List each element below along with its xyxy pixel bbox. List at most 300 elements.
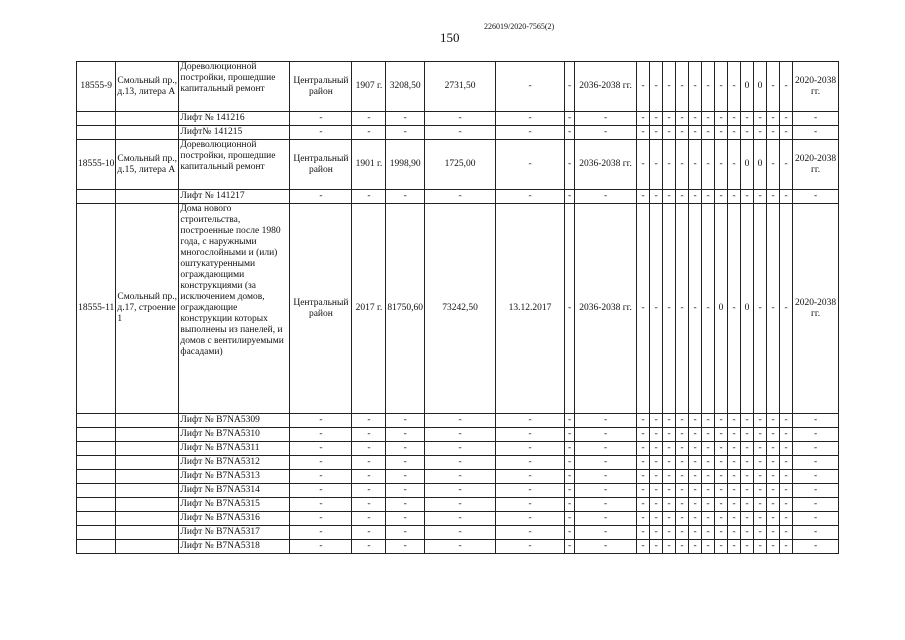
lift-cell: - <box>780 540 793 554</box>
lift-empty-cell <box>77 442 116 456</box>
lift-cell: - <box>663 112 676 126</box>
work-cell: - <box>702 62 715 112</box>
building-id: 18555-10 <box>77 140 116 190</box>
lift-empty-cell <box>116 470 179 484</box>
lift-cell: - <box>767 512 780 526</box>
lift-cell: - <box>650 112 663 126</box>
lift-cell: - <box>575 526 637 540</box>
lift-cell: - <box>352 428 386 442</box>
lift-cell: - <box>793 414 839 428</box>
work-cell: - <box>767 140 780 190</box>
lift-cell: - <box>425 526 496 540</box>
lift-label: Лифт № B7NA5309 <box>179 414 290 428</box>
work-cell: - <box>676 62 689 112</box>
lift-cell: - <box>741 498 754 512</box>
lift-cell: - <box>676 126 689 140</box>
building-district: Центральный район <box>290 62 352 112</box>
lift-empty-cell <box>116 112 179 126</box>
lift-cell: - <box>728 512 741 526</box>
work-cell: - <box>663 140 676 190</box>
work-cell: - <box>767 62 780 112</box>
lift-cell: - <box>676 456 689 470</box>
lift-cell: - <box>352 112 386 126</box>
work-cell: - <box>702 204 715 414</box>
lift-cell: - <box>650 126 663 140</box>
lift-cell: - <box>637 484 650 498</box>
lift-cell: - <box>565 512 575 526</box>
lift-cell: - <box>793 456 839 470</box>
lift-cell: - <box>575 442 637 456</box>
lift-cell: - <box>352 512 386 526</box>
lift-cell: - <box>663 126 676 140</box>
lift-label: Лифт № B7NA5318 <box>179 540 290 554</box>
lift-cell: - <box>386 126 425 140</box>
lift-cell: - <box>637 456 650 470</box>
lift-cell: - <box>290 512 352 526</box>
lift-cell: - <box>689 428 702 442</box>
lift-cell: - <box>754 512 767 526</box>
lift-cell: - <box>496 512 565 526</box>
lift-cell: - <box>728 126 741 140</box>
lift-cell: - <box>496 526 565 540</box>
building-end-period: 2020-2038 гг. <box>793 204 839 414</box>
building-district: Центральный район <box>290 140 352 190</box>
lift-row <box>77 442 839 456</box>
lift-label: Лифт № B7NA5314 <box>179 484 290 498</box>
lift-cell: - <box>767 498 780 512</box>
lift-cell: - <box>676 540 689 554</box>
building-col9: - <box>565 140 575 190</box>
lift-empty-cell <box>77 456 116 470</box>
lift-cell: - <box>496 484 565 498</box>
building-date: - <box>496 140 565 190</box>
lift-cell: - <box>702 414 715 428</box>
lift-cell: - <box>715 112 728 126</box>
lift-cell: - <box>715 428 728 442</box>
lift-cell: - <box>290 414 352 428</box>
lift-cell: - <box>754 498 767 512</box>
lift-cell: - <box>496 498 565 512</box>
lift-cell: - <box>728 190 741 204</box>
building-year: 1901 г. <box>352 140 386 190</box>
lift-cell: - <box>425 428 496 442</box>
lift-cell: - <box>702 190 715 204</box>
lift-cell: - <box>386 190 425 204</box>
lift-cell: - <box>728 498 741 512</box>
lift-row <box>77 498 839 512</box>
lift-cell: - <box>780 526 793 540</box>
lift-cell: - <box>290 484 352 498</box>
lift-label: Лифт № B7NA5311 <box>179 442 290 456</box>
lift-cell: - <box>352 470 386 484</box>
lift-row <box>77 540 839 554</box>
lift-cell: - <box>767 112 780 126</box>
lift-row <box>77 526 839 540</box>
lift-cell: - <box>565 456 575 470</box>
lift-cell: - <box>780 190 793 204</box>
work-cell: 0 <box>715 204 728 414</box>
lift-empty-cell <box>116 442 179 456</box>
lift-cell: - <box>650 540 663 554</box>
lift-cell: - <box>663 512 676 526</box>
building-type: Дома нового строительства, построенные после 1980 года, с наружными многослойными и (или) оштукатуренными ограждающими конструкциями (за исключением домов, ограждающие конструкции которых выполнены из панелей, и домов с вентилируемыми фасадами) <box>179 204 290 414</box>
lift-cell: - <box>754 470 767 484</box>
lift-cell: - <box>689 540 702 554</box>
lift-cell: - <box>496 428 565 442</box>
lift-cell: - <box>767 428 780 442</box>
lift-cell: - <box>290 190 352 204</box>
lift-empty-cell <box>77 512 116 526</box>
lift-cell: - <box>565 190 575 204</box>
work-cell: - <box>676 140 689 190</box>
building-period: 2036-2038 гг. <box>575 204 637 414</box>
lift-cell: - <box>637 190 650 204</box>
lift-cell: - <box>793 470 839 484</box>
lift-cell: - <box>386 484 425 498</box>
lift-cell: - <box>728 526 741 540</box>
lift-cell: - <box>676 470 689 484</box>
work-cell: - <box>689 204 702 414</box>
lift-cell: - <box>702 512 715 526</box>
lift-cell: - <box>386 498 425 512</box>
work-cell: - <box>650 140 663 190</box>
lift-cell: - <box>290 540 352 554</box>
lift-cell: - <box>767 442 780 456</box>
lift-cell: - <box>702 526 715 540</box>
lift-cell: - <box>496 456 565 470</box>
lift-cell: - <box>780 456 793 470</box>
lift-cell: - <box>565 498 575 512</box>
lift-cell: - <box>496 540 565 554</box>
lift-cell: - <box>425 112 496 126</box>
work-cell: - <box>754 204 767 414</box>
building-period: 2036-2038 гг. <box>575 140 637 190</box>
lift-cell: - <box>352 456 386 470</box>
lift-cell: - <box>793 484 839 498</box>
building-district: Центральный район <box>290 204 352 414</box>
lift-row <box>77 190 839 204</box>
work-cell: - <box>715 62 728 112</box>
lift-row <box>77 112 839 126</box>
lift-cell: - <box>386 526 425 540</box>
lift-cell: - <box>663 540 676 554</box>
lift-cell: - <box>565 470 575 484</box>
lift-cell: - <box>575 470 637 484</box>
lift-cell: - <box>741 512 754 526</box>
work-cell: - <box>702 140 715 190</box>
lift-cell: - <box>565 414 575 428</box>
lift-cell: - <box>767 526 780 540</box>
lift-cell: - <box>689 126 702 140</box>
work-cell: - <box>663 204 676 414</box>
lift-cell: - <box>575 456 637 470</box>
lift-cell: - <box>715 414 728 428</box>
lift-cell: - <box>663 190 676 204</box>
lift-empty-cell <box>116 540 179 554</box>
lift-cell: - <box>386 428 425 442</box>
lift-empty-cell <box>116 190 179 204</box>
lift-cell: - <box>689 498 702 512</box>
lift-cell: - <box>741 428 754 442</box>
lift-cell: - <box>352 526 386 540</box>
building-period: 2036-2038 гг. <box>575 62 637 112</box>
lift-cell: - <box>290 442 352 456</box>
lift-cell: - <box>386 414 425 428</box>
lift-cell: - <box>650 456 663 470</box>
lift-cell: - <box>650 190 663 204</box>
lift-cell: - <box>386 512 425 526</box>
lift-cell: - <box>425 484 496 498</box>
lift-cell: - <box>575 540 637 554</box>
lift-cell: - <box>496 414 565 428</box>
registry-table <box>76 61 839 554</box>
lift-cell: - <box>575 512 637 526</box>
lift-cell: - <box>565 112 575 126</box>
lift-cell: - <box>780 470 793 484</box>
lift-cell: - <box>650 442 663 456</box>
lift-empty-cell <box>116 484 179 498</box>
lift-row <box>77 512 839 526</box>
lift-cell: - <box>741 484 754 498</box>
lift-cell: - <box>425 512 496 526</box>
work-cell: - <box>650 62 663 112</box>
lift-cell: - <box>650 428 663 442</box>
lift-cell: - <box>741 442 754 456</box>
lift-cell: - <box>715 190 728 204</box>
work-cell: - <box>637 62 650 112</box>
work-cell: - <box>728 204 741 414</box>
work-cell: - <box>689 62 702 112</box>
lift-cell: - <box>496 470 565 484</box>
lift-cell: - <box>650 484 663 498</box>
lift-cell: - <box>728 428 741 442</box>
lift-cell: - <box>575 414 637 428</box>
lift-cell: - <box>386 112 425 126</box>
lift-cell: - <box>565 442 575 456</box>
lift-empty-cell <box>116 498 179 512</box>
lift-cell: - <box>754 484 767 498</box>
lift-cell: - <box>352 498 386 512</box>
lift-cell: - <box>650 470 663 484</box>
work-cell: - <box>780 62 793 112</box>
building-end-period: 2020-2038 гг. <box>793 140 839 190</box>
lift-cell: - <box>780 484 793 498</box>
lift-cell: - <box>676 190 689 204</box>
lift-cell: - <box>780 428 793 442</box>
lift-cell: - <box>689 190 702 204</box>
lift-cell: - <box>425 470 496 484</box>
lift-cell: - <box>689 526 702 540</box>
lift-empty-cell <box>116 526 179 540</box>
lift-cell: - <box>780 414 793 428</box>
work-cell: 0 <box>741 62 754 112</box>
lift-cell: - <box>728 456 741 470</box>
lift-cell: - <box>386 470 425 484</box>
lift-cell: - <box>741 126 754 140</box>
building-row <box>77 204 839 414</box>
work-cell: - <box>689 140 702 190</box>
lift-cell: - <box>650 414 663 428</box>
lift-cell: - <box>352 540 386 554</box>
lift-cell: - <box>637 540 650 554</box>
building-end-period: 2020-2038 гг. <box>793 62 839 112</box>
lift-cell: - <box>689 484 702 498</box>
lift-cell: - <box>290 498 352 512</box>
lift-label: Лифт № B7NA5316 <box>179 512 290 526</box>
lift-cell: - <box>575 498 637 512</box>
work-cell: 0 <box>754 62 767 112</box>
lift-empty-cell <box>77 126 116 140</box>
lift-cell: - <box>793 512 839 526</box>
lift-cell: - <box>741 456 754 470</box>
lift-empty-cell <box>77 470 116 484</box>
lift-cell: - <box>702 498 715 512</box>
lift-cell: - <box>676 414 689 428</box>
lift-row <box>77 428 839 442</box>
lift-empty-cell <box>77 190 116 204</box>
lift-cell: - <box>741 540 754 554</box>
building-address: Смольный пр., д.13, литера А <box>116 62 179 112</box>
work-cell: 0 <box>741 140 754 190</box>
lift-cell: - <box>702 112 715 126</box>
building-row <box>77 140 839 190</box>
lift-cell: - <box>290 126 352 140</box>
lift-cell: - <box>637 470 650 484</box>
lift-cell: - <box>741 414 754 428</box>
lift-empty-cell <box>116 428 179 442</box>
lift-cell: - <box>386 540 425 554</box>
building-date: - <box>496 62 565 112</box>
lift-cell: - <box>425 456 496 470</box>
lift-cell: - <box>793 190 839 204</box>
work-cell: - <box>637 140 650 190</box>
lift-cell: - <box>637 512 650 526</box>
lift-row <box>77 126 839 140</box>
lift-cell: - <box>565 126 575 140</box>
lift-cell: - <box>793 112 839 126</box>
lift-label: Лифт № 141216 <box>179 112 290 126</box>
lift-cell: - <box>565 526 575 540</box>
lift-cell: - <box>386 456 425 470</box>
lift-cell: - <box>425 540 496 554</box>
lift-cell: - <box>702 456 715 470</box>
building-address: Смольный пр., д.15, литера А <box>116 140 179 190</box>
lift-cell: - <box>496 112 565 126</box>
lift-cell: - <box>425 190 496 204</box>
lift-cell: - <box>715 470 728 484</box>
lift-row <box>77 470 839 484</box>
building-id: 18555-9 <box>77 62 116 112</box>
building-area-total: 1998,90 <box>386 140 425 190</box>
work-cell: - <box>767 204 780 414</box>
building-area-living: 73242,50 <box>425 204 496 414</box>
lift-cell: - <box>637 112 650 126</box>
lift-cell: - <box>650 512 663 526</box>
lift-cell: - <box>728 112 741 126</box>
lift-cell: - <box>754 190 767 204</box>
lift-cell: - <box>290 470 352 484</box>
building-date: 13.12.2017 <box>496 204 565 414</box>
lift-cell: - <box>780 442 793 456</box>
lift-cell: - <box>702 470 715 484</box>
lift-cell: - <box>793 442 839 456</box>
lift-cell: - <box>754 428 767 442</box>
lift-cell: - <box>715 456 728 470</box>
work-cell: - <box>728 140 741 190</box>
lift-cell: - <box>780 112 793 126</box>
lift-cell: - <box>702 442 715 456</box>
lift-cell: - <box>637 526 650 540</box>
lift-cell: - <box>689 456 702 470</box>
lift-cell: - <box>702 484 715 498</box>
work-cell: 0 <box>741 204 754 414</box>
lift-cell: - <box>663 526 676 540</box>
lift-cell: - <box>689 414 702 428</box>
work-cell: 0 <box>754 140 767 190</box>
lift-cell: - <box>676 484 689 498</box>
lift-label: Лифт № B7NA5310 <box>179 428 290 442</box>
lift-cell: - <box>637 414 650 428</box>
lift-cell: - <box>352 442 386 456</box>
lift-cell: - <box>663 484 676 498</box>
lift-cell: - <box>702 126 715 140</box>
work-cell: - <box>676 204 689 414</box>
lift-empty-cell <box>116 126 179 140</box>
lift-cell: - <box>650 498 663 512</box>
building-type: Дореволюционной постройки, прошедшие капитальный ремонт <box>179 62 290 112</box>
lift-cell: - <box>425 498 496 512</box>
lift-cell: - <box>496 126 565 140</box>
lift-cell: - <box>780 512 793 526</box>
lift-cell: - <box>575 112 637 126</box>
building-year: 1907 г. <box>352 62 386 112</box>
lift-cell: - <box>496 190 565 204</box>
lift-cell: - <box>352 484 386 498</box>
lift-cell: - <box>425 126 496 140</box>
lift-cell: - <box>754 442 767 456</box>
lift-cell: - <box>676 112 689 126</box>
lift-cell: - <box>702 428 715 442</box>
lift-cell: - <box>715 126 728 140</box>
lift-cell: - <box>793 540 839 554</box>
building-area-total: 3208,50 <box>386 62 425 112</box>
lift-cell: - <box>689 470 702 484</box>
work-cell: - <box>663 62 676 112</box>
lift-cell: - <box>741 190 754 204</box>
lift-cell: - <box>715 484 728 498</box>
building-area-living: 2731,50 <box>425 62 496 112</box>
building-type: Дореволюционной постройки, прошедшие капитальный ремонт <box>179 140 290 190</box>
lift-cell: - <box>663 456 676 470</box>
lift-empty-cell <box>116 512 179 526</box>
document-reference: 226019/2020-7565(2) <box>484 22 555 31</box>
lift-cell: - <box>425 442 496 456</box>
lift-cell: - <box>565 540 575 554</box>
lift-cell: - <box>663 414 676 428</box>
building-year: 2017 г. <box>352 204 386 414</box>
lift-cell: - <box>780 498 793 512</box>
lift-label: Лифт № 141217 <box>179 190 290 204</box>
lift-cell: - <box>793 498 839 512</box>
lift-cell: - <box>754 414 767 428</box>
lift-cell: - <box>676 512 689 526</box>
lift-empty-cell <box>77 112 116 126</box>
building-id: 18555-11 <box>77 204 116 414</box>
lift-cell: - <box>425 414 496 428</box>
lift-cell: - <box>715 540 728 554</box>
lift-label: Лифт № B7NA5312 <box>179 456 290 470</box>
lift-cell: - <box>715 512 728 526</box>
